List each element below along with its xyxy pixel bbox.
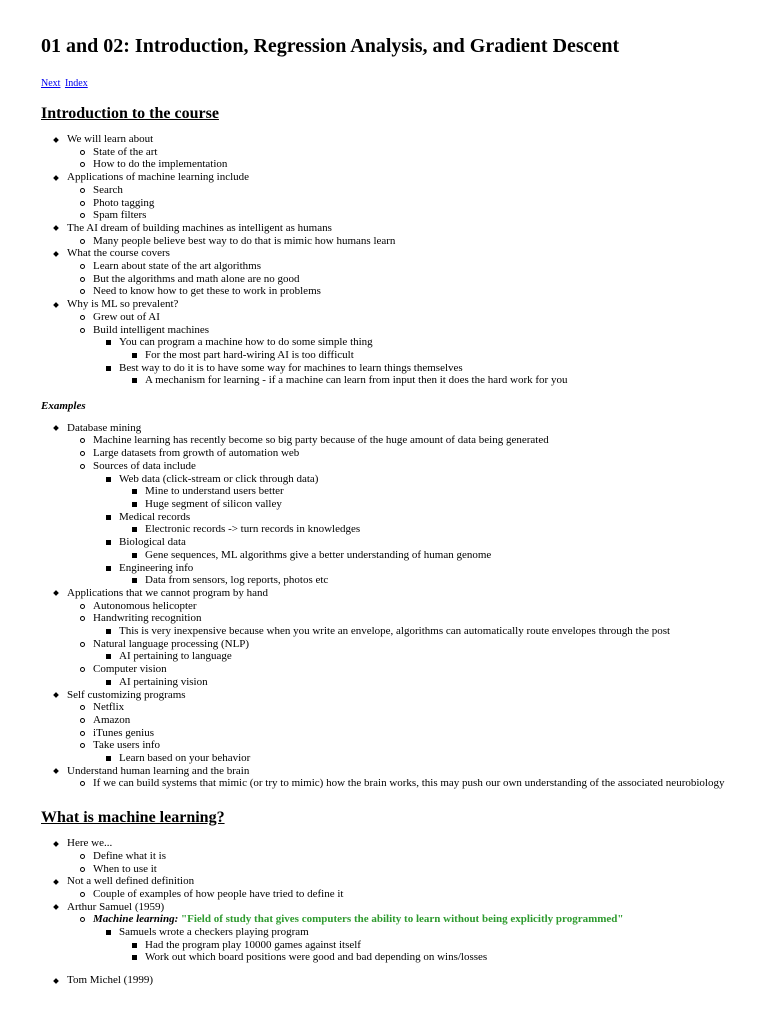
bullet-icon bbox=[80, 667, 85, 672]
list-item bbox=[67, 273, 768, 286]
list-item bbox=[41, 422, 768, 587]
list-item bbox=[41, 901, 768, 965]
bullet-icon bbox=[80, 438, 85, 443]
bullet-icon bbox=[80, 201, 85, 206]
list-item bbox=[41, 587, 768, 689]
list-item-text: Search bbox=[93, 183, 123, 196]
bullet-icon bbox=[53, 768, 59, 774]
sub-list bbox=[119, 523, 768, 536]
list-item-text: If we can build systems that mimic (or try to mimic) how the brain works, this may push our own understanding of the associated neurobiology bbox=[93, 777, 725, 790]
bullet-icon bbox=[80, 642, 85, 647]
list-item bbox=[93, 562, 768, 587]
bullet-icon bbox=[132, 955, 137, 960]
list-item bbox=[67, 777, 768, 790]
sub-list bbox=[67, 913, 768, 964]
bullet-icon bbox=[106, 366, 111, 371]
list-item-text: This is very inexpensive because when you write an envelope, algorithms can automatically route envelopes through the post bbox=[119, 625, 671, 638]
bullet-icon bbox=[53, 137, 59, 143]
list-item-text: Database mining bbox=[67, 421, 142, 434]
list-item bbox=[67, 184, 768, 197]
bullet-icon bbox=[80, 917, 85, 922]
list-item bbox=[119, 498, 768, 511]
definition-quote: "Field of study that gives computers the ability to learn without being explicitly programmed" bbox=[181, 913, 624, 926]
list-item bbox=[67, 209, 768, 222]
bullet-icon bbox=[132, 943, 137, 948]
list-item-text: Engineering info bbox=[119, 561, 194, 574]
list-item bbox=[119, 349, 768, 362]
list-item-text: Define what it is bbox=[93, 849, 167, 862]
list-item-text: Huge segment of silicon valley bbox=[145, 497, 282, 510]
bullet-icon bbox=[80, 854, 85, 859]
sub-list bbox=[93, 650, 768, 663]
bullet-icon bbox=[132, 353, 137, 358]
list-item bbox=[67, 311, 768, 324]
list-item-text: We will learn about bbox=[67, 133, 154, 145]
list-item-text: Need to know how to get these to work in problems bbox=[93, 285, 321, 298]
bullet-icon bbox=[80, 451, 85, 456]
bullet-icon bbox=[106, 515, 111, 520]
examples-list bbox=[41, 422, 768, 790]
list-item-text: Sources of data include bbox=[93, 459, 196, 472]
sub-list bbox=[67, 888, 768, 901]
list-item-text: Build intelligent machines bbox=[93, 323, 210, 336]
list-item bbox=[93, 625, 768, 638]
list-item bbox=[67, 235, 768, 248]
bullet-icon bbox=[80, 718, 85, 723]
list-item bbox=[41, 837, 768, 875]
sub-list bbox=[67, 235, 768, 248]
next-link[interactable]: Next bbox=[41, 78, 61, 89]
bullet-icon bbox=[106, 566, 111, 571]
sub-list bbox=[93, 625, 768, 638]
list-item bbox=[93, 336, 768, 361]
sub-list bbox=[67, 850, 768, 875]
bullet-icon bbox=[106, 540, 111, 545]
sub-list bbox=[93, 473, 768, 587]
bullet-icon bbox=[80, 781, 85, 786]
list-item-text: A mechanism for learning - if a machine can learn from input then it does the hard work for you bbox=[145, 374, 568, 387]
sub-list bbox=[67, 434, 768, 586]
sub-list bbox=[93, 676, 768, 689]
bullet-icon bbox=[132, 578, 137, 583]
bullet-icon bbox=[80, 604, 85, 609]
bullet-icon bbox=[80, 150, 85, 155]
list-item-text: Mine to understand users better bbox=[145, 485, 284, 498]
list-item bbox=[119, 523, 768, 536]
bullet-icon bbox=[132, 489, 137, 494]
list-item-text: Not a well defined definition bbox=[67, 875, 195, 888]
list-item-text: Computer vision bbox=[93, 663, 167, 676]
list-item-text: AI pertaining vision bbox=[119, 675, 208, 688]
list-item-text: Best way to do it is to have some way for machines to learn things themselves bbox=[119, 361, 463, 374]
list-item bbox=[119, 374, 768, 387]
sub-list bbox=[67, 184, 768, 222]
bullet-icon bbox=[132, 502, 137, 507]
list-item-text: The AI dream of building machines as intelligent as humans bbox=[67, 221, 332, 234]
list-item-text: iTunes genius bbox=[93, 726, 155, 739]
list-item bbox=[93, 752, 768, 765]
sub-list bbox=[119, 549, 768, 562]
list-item bbox=[41, 689, 768, 765]
list-item bbox=[67, 324, 768, 388]
list-item-text: Applications of machine learning include bbox=[67, 171, 250, 184]
sub-list bbox=[119, 349, 768, 362]
list-item-text: Understand human learning and the brain bbox=[67, 764, 250, 777]
list-item bbox=[67, 197, 768, 210]
list-item bbox=[41, 247, 768, 298]
sub-list bbox=[119, 485, 768, 510]
sub-list bbox=[67, 311, 768, 387]
bullet-icon bbox=[80, 213, 85, 218]
bullet-icon bbox=[80, 188, 85, 193]
list-item-text: Electronic records -> turn records in knowledges bbox=[145, 523, 361, 536]
list-item bbox=[67, 612, 768, 637]
bullet-icon bbox=[80, 289, 85, 294]
list-item bbox=[67, 850, 768, 863]
bullet-icon bbox=[80, 892, 85, 897]
list-item bbox=[67, 600, 768, 613]
list-item bbox=[41, 133, 768, 171]
list-item-text: Had the program play 10000 games against itself bbox=[145, 938, 361, 951]
list-item-text: When to use it bbox=[93, 862, 157, 875]
list-item bbox=[67, 146, 768, 159]
list-item-text: How to do the implementation bbox=[93, 158, 228, 171]
bullet-icon bbox=[53, 841, 59, 847]
list-item-text: Work out which board positions were good and bad depending on wins/losses bbox=[145, 951, 488, 964]
section-heading-intro: Introduction to the course bbox=[41, 105, 219, 122]
sub-list bbox=[93, 752, 768, 765]
list-item-text: Natural language processing (NLP) bbox=[93, 637, 250, 650]
bullet-icon bbox=[132, 378, 137, 383]
list-item-text: Many people believe best way to do that is mimic how humans learn bbox=[93, 234, 396, 247]
bullet-icon bbox=[53, 591, 59, 597]
definition-term: Machine learning: bbox=[93, 913, 179, 926]
list-item-text: Learn based on your behavior bbox=[119, 752, 251, 765]
list-item-text: Medical records bbox=[119, 510, 191, 523]
list-item-text: AI pertaining to language bbox=[119, 650, 232, 663]
list-item bbox=[41, 222, 768, 247]
sub-list bbox=[119, 374, 768, 387]
list-item-text: For the most part hard-wiring AI is too difficult bbox=[145, 348, 354, 361]
list-item-text: Here we... bbox=[67, 837, 113, 850]
list-item bbox=[41, 765, 768, 790]
bullet-icon bbox=[106, 629, 111, 634]
list-item-text: Grew out of AI bbox=[93, 310, 160, 323]
bullet-icon bbox=[80, 867, 85, 872]
bullet-icon bbox=[53, 692, 59, 698]
list-item-text: What the course covers bbox=[67, 247, 170, 260]
bullet-icon bbox=[80, 731, 85, 736]
bullet-icon bbox=[132, 527, 137, 532]
list-item bbox=[67, 663, 768, 688]
sub-list bbox=[67, 777, 768, 790]
list-item-text: Amazon bbox=[93, 713, 131, 726]
bullet-icon bbox=[106, 756, 111, 761]
list-item bbox=[93, 536, 768, 561]
list-item-text: Autonomous helicopter bbox=[93, 599, 197, 612]
list-item-text: You can program a machine how to do some simple thing bbox=[119, 336, 373, 349]
list-item-text: Web data (click-stream or click through data) bbox=[119, 472, 319, 485]
list-item-text: Large datasets from growth of automation web bbox=[93, 447, 300, 460]
list-item-text: Couple of examples of how people have tried to define it bbox=[93, 887, 344, 900]
bullet-icon bbox=[80, 315, 85, 320]
bullet-icon bbox=[53, 904, 59, 910]
bullet-icon bbox=[53, 978, 59, 984]
bullet-icon bbox=[132, 553, 137, 558]
list-item bbox=[67, 727, 768, 740]
sub-list bbox=[67, 701, 768, 765]
list-item bbox=[93, 362, 768, 387]
list-item bbox=[119, 939, 768, 952]
list-item-text: Applications that we cannot program by hand bbox=[67, 586, 269, 599]
nav-links bbox=[41, 78, 768, 90]
list-item-text: Spam filters bbox=[93, 209, 147, 222]
bullet-icon bbox=[106, 654, 111, 659]
list-item bbox=[93, 473, 768, 511]
sub-list bbox=[119, 939, 768, 964]
list-item-text: Gene sequences, ML algorithms give a better understanding of human genome bbox=[145, 548, 492, 561]
list-item-text: Tom Michel (1999) bbox=[67, 974, 153, 987]
bullet-icon bbox=[80, 616, 85, 621]
bullet-icon bbox=[53, 425, 59, 431]
list-item bbox=[67, 863, 768, 876]
bullet-icon bbox=[80, 705, 85, 710]
list-item bbox=[67, 158, 768, 171]
list-item-text: State of the art bbox=[93, 145, 158, 158]
list-item-text: Netflix bbox=[93, 701, 125, 714]
list-item bbox=[67, 260, 768, 273]
bullet-icon bbox=[80, 277, 85, 282]
list-item bbox=[67, 638, 768, 663]
bullet-icon bbox=[106, 680, 111, 685]
index-link[interactable]: Index bbox=[64, 78, 88, 89]
list-item bbox=[119, 549, 768, 562]
list-item-text: Biological data bbox=[119, 536, 186, 549]
sub-list bbox=[67, 146, 768, 171]
list-item-text: But the algorithms and math alone are no good bbox=[93, 272, 300, 285]
list-item bbox=[119, 951, 768, 964]
sub-list bbox=[93, 926, 768, 964]
bullet-icon bbox=[80, 743, 85, 748]
list-item bbox=[67, 714, 768, 727]
list-item bbox=[41, 974, 768, 987]
list-item bbox=[67, 447, 768, 460]
bullet-icon bbox=[80, 239, 85, 244]
list-item-text: Take users info bbox=[93, 739, 161, 752]
sub-list bbox=[67, 260, 768, 298]
list-item-text: Data from sensors, log reports, photos etc bbox=[145, 574, 329, 587]
list-item-text: Handwriting recognition bbox=[93, 612, 202, 625]
bullet-icon bbox=[80, 264, 85, 269]
examples-heading: Examples bbox=[41, 400, 86, 413]
bullet-icon bbox=[53, 302, 59, 308]
bullet-icon bbox=[106, 930, 111, 935]
list-item bbox=[67, 460, 768, 587]
list-item bbox=[41, 875, 768, 900]
list-item-text: Learn about state of the art algorithms bbox=[93, 260, 261, 273]
ml-list bbox=[41, 837, 768, 987]
list-item bbox=[119, 574, 768, 587]
sub-list bbox=[119, 574, 768, 587]
sub-list bbox=[93, 336, 768, 387]
intro-list bbox=[41, 133, 768, 387]
list-item bbox=[93, 650, 768, 663]
list-item bbox=[67, 888, 768, 901]
bullet-icon bbox=[106, 477, 111, 482]
bullet-icon bbox=[80, 162, 85, 167]
bullet-icon bbox=[53, 226, 59, 232]
sub-list bbox=[67, 600, 768, 689]
list-item bbox=[67, 434, 768, 447]
list-item-text: Machine learning has recently become so big party because of the huge amount of data being generated bbox=[93, 434, 549, 447]
section-heading-what-is-ml: What is machine learning? bbox=[41, 809, 225, 827]
list-item bbox=[41, 298, 768, 387]
page-title: 01 and 02: Introduction, Regression Analysis, and Gradient Descent bbox=[41, 35, 620, 57]
bullet-icon bbox=[80, 328, 85, 333]
list-item bbox=[41, 171, 768, 222]
bullet-icon bbox=[53, 175, 59, 181]
bullet-icon bbox=[80, 464, 85, 469]
list-item bbox=[67, 701, 768, 714]
list-item-text: Self customizing programs bbox=[67, 688, 186, 701]
list-item bbox=[67, 913, 768, 964]
list-item bbox=[93, 926, 768, 964]
list-item-text: Samuels wrote a checkers playing program bbox=[119, 926, 309, 939]
bullet-icon bbox=[106, 340, 111, 345]
list-item bbox=[93, 511, 768, 536]
list-item bbox=[119, 485, 768, 498]
bullet-icon bbox=[53, 251, 59, 257]
bullet-icon bbox=[53, 879, 59, 885]
list-item bbox=[67, 739, 768, 764]
list-item bbox=[67, 285, 768, 298]
list-item bbox=[93, 676, 768, 689]
list-item-text: Why is ML so prevalent? bbox=[67, 298, 179, 311]
list-item-text: Photo tagging bbox=[93, 196, 155, 209]
list-item-text: Arthur Samuel (1959) bbox=[67, 900, 165, 913]
